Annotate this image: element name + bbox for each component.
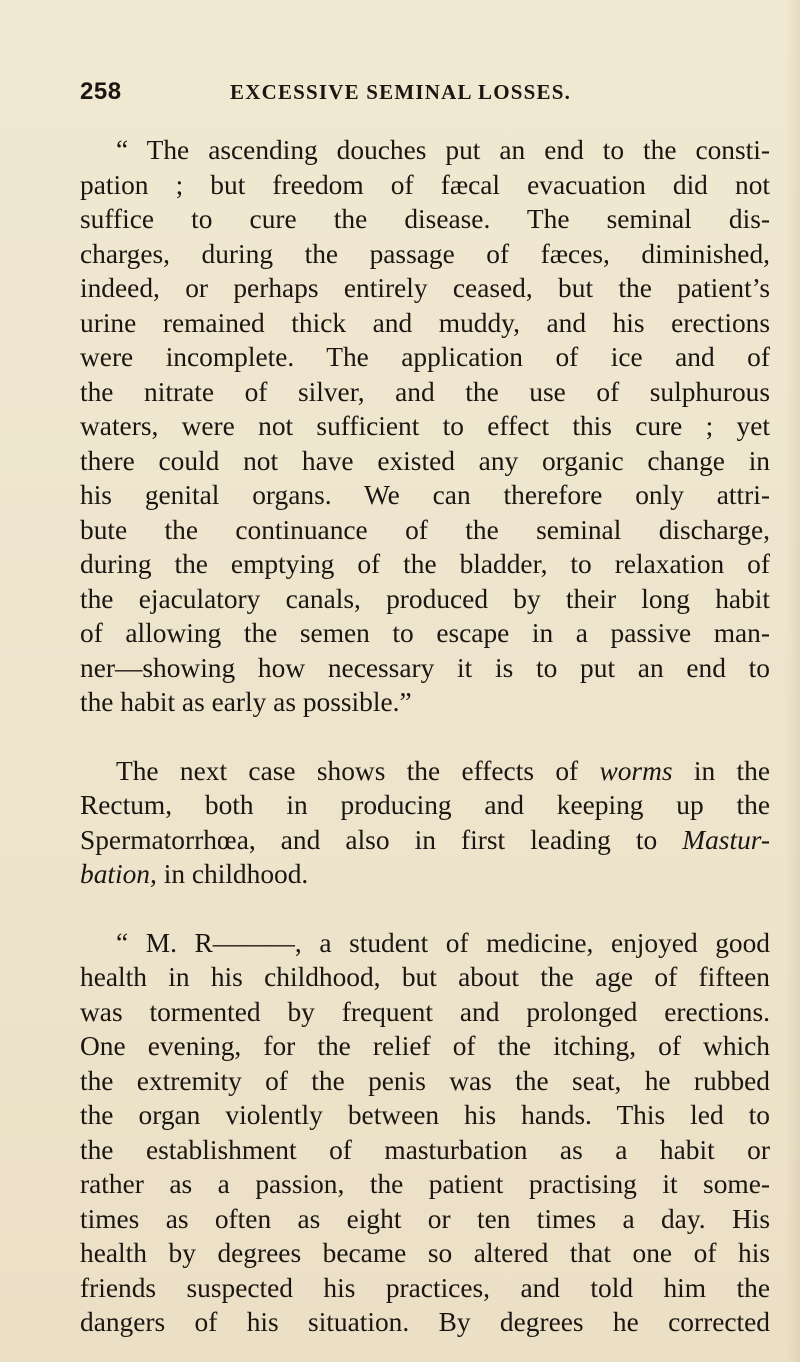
text-line: friends suspected his practices, and told him the <box>80 1272 770 1303</box>
paragraph-gap <box>80 720 770 754</box>
text-line: during the emptying of the bladder, to relaxation of <box>80 549 770 579</box>
italic-term-masturbation-end: bation, <box>80 859 157 889</box>
text-line: pation ; but freedom of fæcal evacuation did not <box>80 169 770 200</box>
text-line: rather as a passion, the patient practising it some- <box>80 1169 770 1199</box>
text-run: Spermatorrhœa, and also in first leading to <box>80 824 683 855</box>
text-line: were incomplete. The application of ice and of <box>80 342 770 372</box>
text-line: Rectum, both in producing and keeping up the <box>80 790 770 820</box>
paragraph-gap <box>80 892 770 926</box>
text-line: times as often as eight or ten times a day. His <box>80 1203 770 1234</box>
italic-term-masturbation: Mastur- <box>682 824 770 855</box>
text-line: bute the continuance of the seminal discharge, <box>80 514 770 545</box>
text-run: in childhood. <box>156 859 309 889</box>
running-head <box>80 78 730 108</box>
page-edge-shadow <box>786 0 800 1362</box>
text-line: the organ violently between his hands. This led to <box>80 1100 770 1130</box>
text-line: waters, were not sufficient to effect this cure ; yet <box>80 411 770 441</box>
text-line: dangers of his situation. By degrees he corrected <box>80 1307 770 1337</box>
text-line: the ejaculatory canals, produced by their long habit <box>80 583 770 614</box>
text-line: suffice to cure the disease. The seminal dis- <box>80 204 770 234</box>
text-line: the establishment of masturbation as a habit or <box>80 1134 770 1165</box>
text-line: “ M. R———, a student of medicine, enjoyed good <box>116 927 770 958</box>
text-line <box>80 823 770 858</box>
page-number: 258 <box>80 78 122 105</box>
text-line <box>80 754 770 789</box>
text-line: charges, during the passage of fæces, diminished, <box>80 238 770 269</box>
paragraph-quote-2 <box>80 926 770 1340</box>
text-run: The next case shows the effects of <box>116 755 600 786</box>
text-line: his genital organs. We can therefore only attri- <box>80 480 770 510</box>
text-line: there could not have existed any organic change in <box>80 445 770 476</box>
paragraph-quote-1 <box>80 133 770 720</box>
body-text <box>80 133 770 1340</box>
text-line: urine remained thick and muddy, and his erections <box>80 307 770 338</box>
running-title: EXCESSIVE SEMINAL LOSSES. <box>230 80 572 104</box>
text-run: in the <box>672 755 770 786</box>
text-line: the nitrate of silver, and the use of sulphurous <box>80 376 770 407</box>
text-line: indeed, or perhaps entirely ceased, but the patient’s <box>80 273 770 303</box>
paragraph-worms-case <box>80 754 770 892</box>
text-line: the extremity of the penis was the seat, he rubbed <box>80 1065 770 1096</box>
italic-term-worms: worms <box>599 755 673 786</box>
text-line: One evening, for the relief of the itching, of which <box>80 1031 770 1061</box>
text-line: ner—showing how necessary it is to put an end to <box>80 652 770 683</box>
text-line: of allowing the semen to escape in a passive man- <box>80 618 770 648</box>
text-line: health by degrees became so altered that one of his <box>80 1238 770 1268</box>
text-line: the habit as early as possible.” <box>80 687 412 717</box>
text-line <box>80 857 770 892</box>
text-line: “ The ascending douches put an end to the consti- <box>116 135 770 165</box>
text-line: health in his childhood, but about the age of fifteen <box>80 962 770 992</box>
text-line: was tormented by frequent and prolonged erections. <box>80 996 770 1027</box>
